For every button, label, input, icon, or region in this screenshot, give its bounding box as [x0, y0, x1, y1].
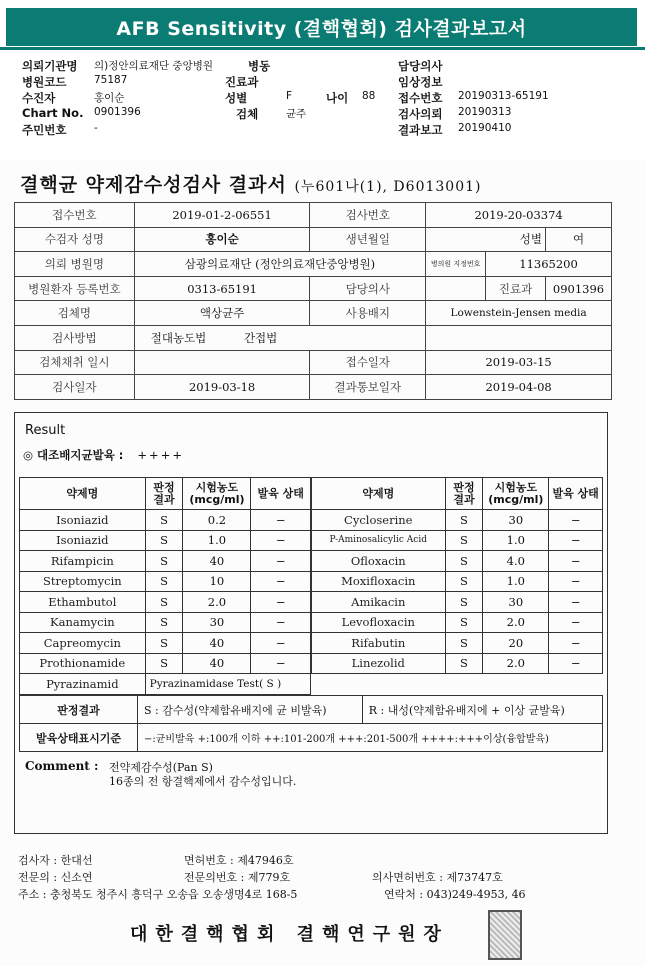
info-value-chart: 0901396 — [94, 106, 141, 118]
conc-cell: 1.0 — [183, 530, 251, 551]
cell-sex: 여 — [545, 227, 611, 252]
info-value-hospcode: 75187 — [94, 74, 128, 86]
conc-cell: 30 — [483, 592, 549, 613]
judge-cell: S — [145, 510, 183, 531]
drug-row — [20, 571, 311, 592]
control-growth-value: ++++ — [137, 448, 184, 462]
conc-cell: 40 — [183, 551, 251, 572]
info-label-request: 검사의뢰 — [398, 107, 443, 121]
result-title: Result — [25, 423, 66, 438]
drug-name-cell: P-Aminosalicylic Acid — [312, 530, 446, 551]
growth-cell: − — [251, 551, 311, 572]
judge-cell: S — [145, 592, 183, 613]
drug-name-cell: Isoniazid — [20, 510, 146, 531]
conc-cell: 2.0 — [483, 612, 549, 633]
judge-cell: S — [445, 592, 483, 613]
footer-contact: 연락처 : 043)249-4953, 46 — [384, 888, 526, 901]
footer-address: 주소 : 충청북도 청주시 흥덕구 오송읍 오송생명4로 168-5 — [18, 888, 298, 901]
cell-recv-no: 2019-01-2-06551 — [134, 203, 310, 228]
info-label-specimen: 검체 — [236, 107, 259, 121]
info-label-doctor: 담당의사 — [398, 59, 443, 73]
cell-media: Lowenstein-Jensen media — [426, 301, 612, 326]
legend-judge-s: S : 감수성(약제함유배지에 균 비발육) — [138, 696, 363, 724]
method-1: 절대농도법 — [150, 330, 207, 345]
conc-cell: 20 — [483, 633, 549, 654]
control-growth-label: ◎ 대조배지균발육 : — [23, 448, 124, 462]
info-row-2 — [22, 74, 632, 90]
drug-name-cell: Linezolid — [312, 653, 446, 674]
cell-label: 접수일자 — [310, 350, 426, 375]
cell-method — [134, 325, 425, 350]
pyrazinamidase-cell: Pyrazinamidase Test( S ) — [145, 674, 310, 695]
drug-row — [20, 653, 311, 674]
judge-cell: S — [445, 571, 483, 592]
info-label-clinical: 임상정보 — [398, 75, 443, 89]
header-conc: 시험농도 (mcg/ml) — [483, 478, 549, 510]
header-grow: 발육 상태 — [251, 478, 311, 510]
drug-row — [20, 551, 311, 572]
conc-cell: 40 — [183, 653, 251, 674]
cell-test-no: 2019-20-03374 — [426, 203, 612, 228]
drug-row — [20, 592, 311, 613]
cell-label: 검사번호 — [310, 203, 426, 228]
cell-hosp-code: 11365200 — [486, 252, 612, 277]
conc-cell: 0.2 — [183, 510, 251, 531]
drug-row — [312, 653, 603, 674]
judge-cell: S — [145, 530, 183, 551]
cell-doctor — [426, 276, 486, 301]
drug-name-cell: Isoniazid — [20, 530, 146, 551]
drug-row — [20, 612, 311, 633]
drug-name-cell: Kanamycin — [20, 612, 146, 633]
info-label-recvno: 접수번호 — [398, 91, 443, 105]
cell-label: 검체채취 일시 — [15, 350, 135, 375]
title-bar — [0, 0, 645, 50]
info-value-sex: F — [286, 90, 293, 102]
cell-label: 결과통보일자 — [310, 375, 426, 400]
footer-license: 면허번호 : 제47946호 — [184, 854, 294, 867]
judge-cell: S — [145, 551, 183, 572]
cell-sex-label — [426, 227, 546, 252]
info-label-sex: 성별 — [225, 91, 248, 105]
drug-name-cell: Rifabutin — [312, 633, 446, 654]
footer-doc-no: 의사면허번호 : 제73747호 — [372, 871, 503, 884]
control-growth — [23, 447, 184, 463]
judge-cell: S — [445, 633, 483, 654]
cell-label: 수검자 성명 — [15, 227, 135, 252]
cell-label: 사용배지 — [310, 301, 426, 326]
info-label-age: 나이 — [326, 91, 349, 105]
cell-notify: 2019-04-08 — [426, 375, 612, 400]
footer-spec-no: 전문의번호 : 제779호 — [184, 871, 291, 884]
judge-cell: S — [445, 612, 483, 633]
comment-line-2: 16종의 전 항결핵제에서 감수성입니다. — [109, 775, 297, 788]
growth-cell: − — [251, 633, 311, 654]
cell-label: 병원환자 등록번호 — [15, 276, 135, 301]
drug-row — [20, 530, 311, 551]
cell-recvdate: 2019-03-15 — [426, 350, 612, 375]
info-value-recvno: 20190313-65191 — [458, 90, 549, 102]
conc-cell: 2.0 — [483, 653, 549, 674]
judge-cell: S — [445, 530, 483, 551]
drug-row — [312, 530, 603, 551]
cell-label: 담당의사 — [310, 276, 426, 301]
info-value-age: 88 — [362, 90, 376, 102]
growth-cell: − — [549, 510, 603, 531]
drug-name-cell: Moxifloxacin — [312, 571, 446, 592]
info-value-request: 20190313 — [458, 106, 512, 118]
sheet-title-code: (누601나(1), D6013001) — [294, 179, 482, 195]
info-value-specimen: 균주 — [286, 108, 307, 120]
judge-cell: S — [445, 653, 483, 674]
drug-name-cell: Ofloxacin — [312, 551, 446, 572]
header-conc: 시험농도 (mcg/ml) — [183, 478, 251, 510]
judge-cell: S — [145, 633, 183, 654]
growth-cell: − — [251, 592, 311, 613]
legend-judge-r: R : 내성(약제함유배지에 + 이상 균발육) — [362, 696, 602, 724]
growth-cell: − — [251, 510, 311, 531]
header-grow: 발육 상태 — [549, 478, 603, 510]
legend-grow-value: −:균비발육 +:100개 이하 ++:101-200개 +++:201-500개 ++++:+++이상(융합발육) — [138, 724, 603, 752]
drug-row — [312, 551, 603, 572]
footer-row-3 — [18, 886, 628, 903]
judge-cell: S — [145, 653, 183, 674]
header-drug: 약제명 — [312, 478, 446, 510]
patient-info-table — [14, 202, 612, 400]
info-label-institution: 의뢰기관명 — [22, 59, 78, 73]
info-row-4 — [22, 106, 632, 122]
legend-grow-label: 발육상태표시기준 — [20, 724, 138, 752]
footer-row-1 — [18, 852, 628, 869]
conc-cell: 1.0 — [483, 571, 549, 592]
drug-row — [312, 612, 603, 633]
sheet-title — [20, 170, 481, 197]
footer-specialist: 전문의 : 신소연 — [18, 871, 93, 884]
conc-cell: 1.0 — [483, 530, 549, 551]
growth-cell: − — [549, 592, 603, 613]
comment-line-1: 전약제감수성(Pan S) — [109, 761, 213, 774]
info-row-1 — [22, 58, 632, 74]
info-label-chart: Chart No. — [22, 106, 84, 120]
growth-cell: − — [549, 551, 603, 572]
legend-judge-label: 판정결과 — [20, 696, 138, 724]
cell-empty — [426, 325, 612, 350]
drug-name-cell: Pyrazinamid — [20, 674, 146, 695]
drug-name-cell: Streptomycin — [20, 571, 146, 592]
drug-name-cell: Prothionamide — [20, 653, 146, 674]
report-title: AFB Sensitivity (결핵협회) 검사결과보고서 — [6, 8, 637, 46]
drug-table-right — [311, 477, 603, 674]
conc-cell: 30 — [483, 510, 549, 531]
cell-testdate: 2019-03-18 — [134, 375, 310, 400]
scanned-result-sheet — [0, 160, 645, 966]
footer-examiner: 검사자 : 한대선 — [18, 854, 93, 867]
cell-specimen: 액상균주 — [134, 301, 310, 326]
growth-cell: − — [549, 653, 603, 674]
cell-label: 검체명 — [15, 301, 135, 326]
conc-cell: 30 — [183, 612, 251, 633]
result-box — [14, 412, 608, 834]
info-label-dept: 진료과 — [225, 75, 259, 89]
conc-cell: 4.0 — [483, 551, 549, 572]
cell-label: 생년월일 — [310, 227, 426, 252]
drug-name-cell: Ethambutol — [20, 592, 146, 613]
cell-dept: 0901396 — [545, 276, 611, 301]
info-value-institution: 의)정안의료재단 중앙병원 — [94, 60, 214, 72]
drug-table-left — [19, 477, 311, 695]
cell-label: 의뢰 병원명 — [15, 252, 135, 277]
header-drug: 약제명 — [20, 478, 146, 510]
growth-cell: − — [251, 653, 311, 674]
cell-label: 검사방법 — [15, 325, 135, 350]
conc-cell: 2.0 — [183, 592, 251, 613]
info-section — [22, 58, 632, 138]
growth-cell: − — [549, 612, 603, 633]
drug-row-pyrazinamid — [20, 674, 311, 695]
info-row-3 — [22, 90, 632, 106]
cell-label: 진료과 — [486, 276, 546, 301]
growth-cell: − — [251, 571, 311, 592]
drug-name-cell: Levofloxacin — [312, 612, 446, 633]
growth-cell: − — [549, 571, 603, 592]
comment-label: Comment : — [25, 759, 99, 773]
cell-label: 검사일자 — [15, 375, 135, 400]
conc-cell: 10 — [183, 571, 251, 592]
drug-name-cell: Cycloserine — [312, 510, 446, 531]
drug-name-cell: Capreomycin — [20, 633, 146, 654]
cell-collect — [134, 350, 310, 375]
judge-cell: S — [145, 571, 183, 592]
drug-row — [312, 571, 603, 592]
info-value-patient: 홍이순 — [94, 92, 125, 104]
judge-cell: S — [145, 612, 183, 633]
cell-label: 병의원 지정번호 — [426, 252, 486, 277]
sex-label: 성별 — [519, 232, 542, 247]
header-judge: 판정 결과 — [445, 478, 483, 510]
cell-patreg: 0313-65191 — [134, 276, 310, 301]
judge-cell: S — [445, 551, 483, 572]
header-judge: 판정 결과 — [145, 478, 183, 510]
cell-hospital: 삼광의료재단 (정안의료재단중앙병원) — [134, 252, 425, 277]
institute-name: 대한결핵협회 결핵연구원장 — [130, 924, 449, 945]
info-value-report: 20190410 — [458, 122, 512, 134]
growth-cell: − — [251, 612, 311, 633]
drug-row — [312, 510, 603, 531]
growth-cell: − — [549, 633, 603, 654]
drug-row — [20, 633, 311, 654]
conc-cell: 40 — [183, 633, 251, 654]
info-value-resident: - — [94, 122, 98, 134]
cell-label: 접수번호 — [15, 203, 135, 228]
info-label-resident: 주민번호 — [22, 123, 67, 137]
seal-stamp — [488, 910, 522, 960]
info-label-hospcode: 병원코드 — [22, 75, 67, 89]
legend-table — [19, 695, 603, 752]
footer — [18, 852, 628, 903]
sheet-title-text: 결핵균 약제감수성검사 결과서 — [20, 174, 287, 196]
cell-name: 홍이순 — [134, 227, 310, 252]
method-2: 간접법 — [243, 330, 278, 345]
info-row-5 — [22, 122, 632, 138]
growth-cell: − — [251, 530, 311, 551]
judge-cell: S — [445, 510, 483, 531]
footer-row-2 — [18, 869, 628, 886]
drug-row — [20, 510, 311, 531]
info-label-report: 결과보고 — [398, 123, 443, 137]
drug-name-cell: Amikacin — [312, 592, 446, 613]
drug-row — [312, 633, 603, 654]
drug-name-cell: Rifampicin — [20, 551, 146, 572]
growth-cell: − — [549, 530, 603, 551]
drug-row — [312, 592, 603, 613]
info-label-ward: 병동 — [248, 59, 271, 73]
info-label-patient: 수진자 — [22, 91, 56, 105]
